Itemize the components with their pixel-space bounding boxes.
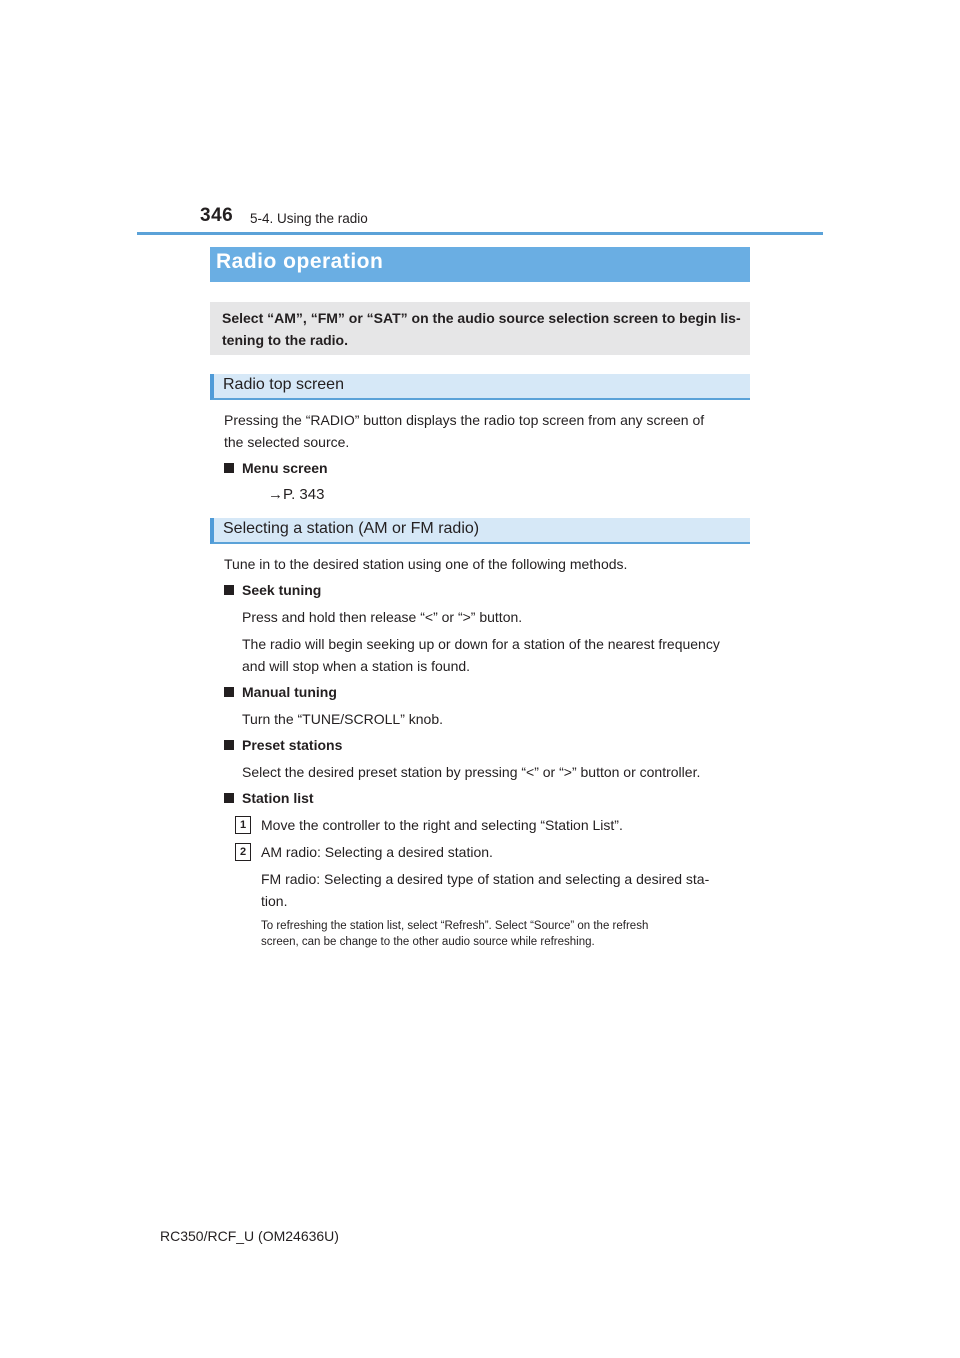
seek-line-2: The radio will begin seeking up or down for a station of the nearest frequency — [242, 636, 720, 652]
seek-line-1: Press and hold then release “<” or “>” button. — [242, 609, 523, 625]
page-header — [200, 205, 823, 235]
footer-model-code: RC350/RCF_U (OM24636U) — [160, 1228, 339, 1244]
subheading-radio-top — [210, 374, 750, 400]
bullet-square-icon — [224, 740, 234, 750]
step-number-2: 2 — [235, 843, 251, 861]
radio-top-body-2: the selected source. — [224, 434, 350, 450]
seek-line-3: and will stop when a station is found. — [242, 658, 471, 674]
bullet-square-icon — [224, 793, 234, 803]
fm-line-2: tion. — [261, 893, 288, 909]
note-line-2: screen, can be change to the other audio source while refreshing. — [261, 936, 595, 948]
title-bar — [210, 247, 750, 282]
menu-screen-ref-link[interactable]: →P. 343 — [268, 486, 325, 503]
intro-box — [210, 302, 750, 355]
bullet-label: Preset stations — [242, 737, 343, 753]
fm-line-1: FM radio: Selecting a desired type of station and selecting a desired sta- — [261, 871, 710, 887]
subheading-selecting-station-label: Selecting a station (AM or FM radio) — [223, 520, 480, 537]
station-intro: Tune in to the desired station using one of the following methods. — [224, 556, 628, 572]
step-number-1: 1 — [235, 816, 251, 834]
bullet-label: Menu screen — [242, 460, 328, 476]
radio-top-body-1: Pressing the “RADIO” button displays the radio top screen from any screen of — [224, 412, 705, 428]
step-2-text: AM radio: Selecting a desired station. — [261, 844, 493, 860]
bullet-label: Manual tuning — [242, 684, 337, 700]
bullet-square-icon — [224, 463, 234, 473]
bullet-seek-tuning — [224, 579, 321, 601]
page-title: Radio operation — [216, 250, 384, 273]
intro-text: Select “AM”, “FM” or “SAT” on the audio source selection screen to begin lis-tening to the radio. — [222, 310, 741, 348]
bullet-preset-stations — [224, 734, 342, 756]
subheading-radio-top-label: Radio top screen — [223, 376, 344, 393]
header-divider — [137, 232, 823, 235]
bullet-label: Station list — [242, 790, 314, 806]
bullet-manual-tuning — [224, 681, 337, 703]
bullet-square-icon — [224, 585, 234, 595]
section-label: 5-4. Using the radio — [250, 211, 368, 226]
bullet-label: Seek tuning — [242, 582, 322, 598]
bullet-square-icon — [224, 687, 234, 697]
manual-line: Turn the “TUNE/SCROLL” knob. — [242, 711, 443, 727]
bullet-station-list — [224, 787, 314, 809]
subheading-selecting-station — [210, 518, 750, 544]
bullet-menu-screen — [224, 457, 328, 479]
page-number: 346 — [200, 205, 234, 226]
note-line-1: To refreshing the station list, select “Refresh”. Select “Source” on the refresh — [261, 920, 649, 932]
step-1-text: Move the controller to the right and selecting “Station List”. — [261, 817, 623, 833]
preset-line: Select the desired preset station by pressing “<” or “>” button or controller. — [242, 764, 701, 780]
